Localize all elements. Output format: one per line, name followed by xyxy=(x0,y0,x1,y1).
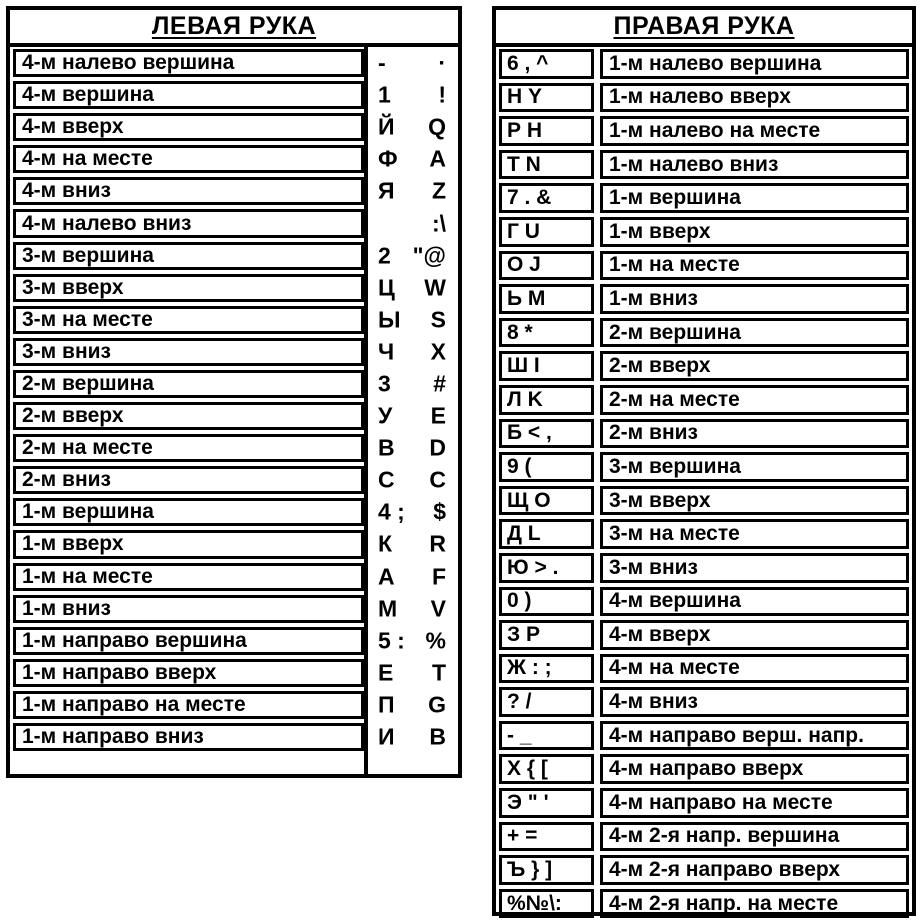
right-row xyxy=(496,484,912,518)
right-row-label: 4-м 2-я напр. вершина xyxy=(600,822,909,852)
latin-key: F xyxy=(431,563,446,590)
right-row xyxy=(496,383,912,417)
left-row-label: 1-м на месте xyxy=(13,563,364,591)
right-row-keys: Г U xyxy=(499,217,594,247)
right-row-label: 3-м вверх xyxy=(600,486,909,516)
cyrillic-key: 1 xyxy=(378,81,391,108)
left-row-label: 2-м вверх xyxy=(13,402,364,430)
right-row-label: 2-м вниз xyxy=(600,419,909,449)
right-row-label: 4-м на месте xyxy=(600,654,909,684)
right-row-keys: Н Y xyxy=(499,83,594,113)
left-row xyxy=(10,625,458,657)
left-row-label: 1-м вверх xyxy=(13,530,364,558)
right-row-keys: Ю > . xyxy=(499,553,594,583)
left-row-label: 4-м вверх xyxy=(13,113,364,141)
cyrillic-key: Ц xyxy=(378,274,395,301)
cyrillic-key: Й xyxy=(378,113,395,140)
left-row-label: 1-м направо вниз xyxy=(13,723,364,751)
latin-key: $ xyxy=(433,498,446,525)
right-row-label: 1-м вниз xyxy=(600,284,909,314)
right-row xyxy=(496,786,912,820)
right-row-label: 4-м направо вверх xyxy=(600,754,909,784)
latin-key: Z xyxy=(431,177,446,204)
cyrillic-key: - xyxy=(378,49,386,76)
left-row xyxy=(10,79,458,111)
right-row-keys: 7 . & xyxy=(499,183,594,213)
left-row xyxy=(10,47,458,79)
right-row-keys: %№\: xyxy=(499,889,594,919)
latin-key: R xyxy=(429,530,446,557)
right-row xyxy=(496,517,912,551)
cyrillic-key: Ч xyxy=(378,338,395,365)
left-row xyxy=(10,657,458,689)
right-row xyxy=(496,81,912,115)
right-row xyxy=(496,316,912,350)
right-row-label: 2-м вверх xyxy=(600,351,909,381)
latin-key: ! xyxy=(438,81,446,108)
right-row-label: 4-м вверх xyxy=(600,620,909,650)
right-row-label: 1-м вершина xyxy=(600,183,909,213)
right-row-keys: 8 * xyxy=(499,318,594,348)
left-row-label: 3-м вершина xyxy=(13,242,364,270)
cyrillic-key: У xyxy=(378,402,393,429)
left-row-label: 1-м вершина xyxy=(13,498,364,526)
right-row xyxy=(496,685,912,719)
latin-key: "@ xyxy=(412,242,446,269)
right-row-keys: Б < , xyxy=(499,419,594,449)
right-row xyxy=(496,887,912,921)
right-row-label: 4-м направо на месте xyxy=(600,788,909,818)
cyrillic-key: Ф xyxy=(378,145,398,172)
cyrillic-key: 2 xyxy=(378,242,391,269)
right-row-keys: Ъ } ] xyxy=(499,855,594,885)
right-row xyxy=(496,752,912,786)
right-row xyxy=(496,417,912,451)
right-row-keys: Х { [ xyxy=(499,754,594,784)
left-row xyxy=(10,207,458,239)
right-row-label: 1-м налево на месте xyxy=(600,116,909,146)
cyrillic-key: Е xyxy=(378,659,394,686)
left-row-keys xyxy=(368,207,458,239)
latin-key: C xyxy=(429,466,446,493)
left-row-label: 4-м налево вниз xyxy=(13,209,364,237)
right-row-label: 3-м вниз xyxy=(600,553,909,583)
cyrillic-key: В xyxy=(378,434,395,461)
latin-key: T xyxy=(431,659,446,686)
left-row-label: 3-м вниз xyxy=(13,338,364,366)
right-row-label: 1-м налево вершина xyxy=(600,49,909,79)
left-row xyxy=(10,400,458,432)
cyrillic-key: П xyxy=(378,691,395,718)
right-row xyxy=(496,820,912,854)
right-row-label: 3-м вершина xyxy=(600,452,909,482)
right-row-keys: 6 , ^ xyxy=(499,49,594,79)
left-row xyxy=(10,721,458,753)
left-row xyxy=(10,368,458,400)
latin-key: G xyxy=(428,691,446,718)
latin-key: V xyxy=(430,595,446,622)
left-row-label: 2-м вниз xyxy=(13,466,364,494)
left-row-keys xyxy=(368,143,458,175)
right-row-keys: Ь М xyxy=(499,284,594,314)
right-row-keys: + = xyxy=(499,822,594,852)
left-row-label: 3-м на месте xyxy=(13,306,364,334)
left-row-keys xyxy=(368,400,458,432)
right-row-keys: Р Н xyxy=(499,116,594,146)
left-row xyxy=(10,496,458,528)
right-row xyxy=(496,148,912,182)
left-rows xyxy=(10,47,458,753)
right-row xyxy=(496,551,912,585)
left-row-keys xyxy=(368,593,458,625)
right-row-keys: О J xyxy=(499,251,594,281)
left-row xyxy=(10,528,458,560)
right-row xyxy=(496,114,912,148)
right-rows xyxy=(496,47,912,920)
left-row xyxy=(10,304,458,336)
cyrillic-key: 5 : xyxy=(378,627,405,654)
right-row xyxy=(496,215,912,249)
latin-key: W xyxy=(424,274,446,301)
cyrillic-key: 4 ; xyxy=(378,498,405,525)
left-row-label: 1-м направо вверх xyxy=(13,659,364,687)
right-row xyxy=(496,853,912,887)
right-row-label: 4-м вершина xyxy=(600,587,909,617)
right-row xyxy=(496,652,912,686)
cyrillic-key: Я xyxy=(378,177,395,204)
left-row xyxy=(10,272,458,304)
left-row-keys xyxy=(368,432,458,464)
left-row-keys xyxy=(368,304,458,336)
right-row-label: 3-м на месте xyxy=(600,519,909,549)
right-row xyxy=(496,282,912,316)
left-row xyxy=(10,561,458,593)
right-row xyxy=(496,450,912,484)
left-row-keys xyxy=(368,625,458,657)
cyrillic-key: С xyxy=(378,466,395,493)
left-row-keys xyxy=(368,47,458,79)
latin-key: S xyxy=(430,306,446,333)
right-row-label: 4-м 2-я напр. на месте xyxy=(600,889,909,919)
left-row xyxy=(10,689,458,721)
left-hand-title: ЛЕВАЯ РУКА xyxy=(10,10,458,47)
right-row-keys: Л K xyxy=(499,385,594,415)
right-row-keys: Щ О xyxy=(499,486,594,516)
left-row-label: 1-м вниз xyxy=(13,595,364,623)
right-row-label: 4-м направо верш. напр. xyxy=(600,721,909,751)
left-row xyxy=(10,240,458,272)
right-row-keys: Ш I xyxy=(499,351,594,381)
left-row-keys xyxy=(368,79,458,111)
latin-key: A xyxy=(429,145,446,172)
right-row-label: 4-м 2-я направо вверх xyxy=(600,855,909,885)
left-row xyxy=(10,464,458,496)
right-row-keys: 0 ) xyxy=(499,587,594,617)
left-row-label: 2-м на месте xyxy=(13,434,364,462)
left-row-keys xyxy=(368,721,458,753)
right-row-keys: ? / xyxy=(499,687,594,717)
latin-key: E xyxy=(430,402,446,429)
cyrillic-key: А xyxy=(378,563,395,590)
right-row xyxy=(496,249,912,283)
left-hand-table xyxy=(6,6,462,778)
cyrillic-key: Ы xyxy=(378,306,401,333)
left-row-keys xyxy=(368,464,458,496)
left-row xyxy=(10,111,458,143)
latin-key: D xyxy=(429,434,446,461)
right-row xyxy=(496,585,912,619)
left-row-label: 1-м направо вершина xyxy=(13,627,364,655)
left-row-keys xyxy=(368,272,458,304)
latin-key: % xyxy=(425,627,446,654)
right-row-keys: 9 ( xyxy=(499,452,594,482)
latin-key: Q xyxy=(428,113,446,140)
latin-key: X xyxy=(430,338,446,365)
right-row xyxy=(496,618,912,652)
right-row-keys: Т N xyxy=(499,150,594,180)
left-row-keys xyxy=(368,336,458,368)
left-row xyxy=(10,175,458,207)
left-row xyxy=(10,432,458,464)
right-hand-title: ПРАВАЯ РУКА xyxy=(496,10,912,47)
right-row xyxy=(496,47,912,81)
left-row-label: 2-м вершина xyxy=(13,370,364,398)
right-row-label: 2-м вершина xyxy=(600,318,909,348)
right-row-label: 4-м вниз xyxy=(600,687,909,717)
left-row xyxy=(10,336,458,368)
right-row-keys: З Р xyxy=(499,620,594,650)
left-row xyxy=(10,593,458,625)
left-row-keys xyxy=(368,368,458,400)
left-row-keys xyxy=(368,561,458,593)
left-row-label: 4-м вниз xyxy=(13,177,364,205)
left-row-keys xyxy=(368,175,458,207)
left-row xyxy=(10,143,458,175)
left-row-keys xyxy=(368,528,458,560)
latin-key: # xyxy=(433,370,446,397)
latin-key: :\ xyxy=(431,210,446,237)
right-row-keys: Ж : ; xyxy=(499,654,594,684)
left-row-keys xyxy=(368,240,458,272)
latin-key: B xyxy=(429,723,446,750)
left-row-label: 3-м вверх xyxy=(13,274,364,302)
left-row-label: 4-м налево вершина xyxy=(13,49,364,77)
left-row-keys xyxy=(368,496,458,528)
right-row xyxy=(496,181,912,215)
right-row-label: 1-м вверх xyxy=(600,217,909,247)
right-row-label: 1-м налево вверх xyxy=(600,83,909,113)
left-row-label: 4-м на месте xyxy=(13,145,364,173)
right-row xyxy=(496,349,912,383)
right-row-keys: Э " ' xyxy=(499,788,594,818)
left-row-keys xyxy=(368,689,458,721)
right-row xyxy=(496,719,912,753)
left-row-label: 1-м направо на месте xyxy=(13,691,364,719)
left-row-keys xyxy=(368,111,458,143)
latin-key: · xyxy=(438,49,446,76)
right-row-label: 1-м налево вниз xyxy=(600,150,909,180)
right-row-label: 1-м на месте xyxy=(600,251,909,281)
cyrillic-key: 3 xyxy=(378,370,391,397)
right-row-keys: - _ xyxy=(499,721,594,751)
cyrillic-key: К xyxy=(378,530,393,557)
cyrillic-key: И xyxy=(378,723,395,750)
right-hand-table xyxy=(492,6,916,916)
cyrillic-key: М xyxy=(378,595,398,622)
left-row-keys xyxy=(368,657,458,689)
left-row-label: 4-м вершина xyxy=(13,81,364,109)
right-row-label: 2-м на месте xyxy=(600,385,909,415)
right-row-keys: Д L xyxy=(499,519,594,549)
